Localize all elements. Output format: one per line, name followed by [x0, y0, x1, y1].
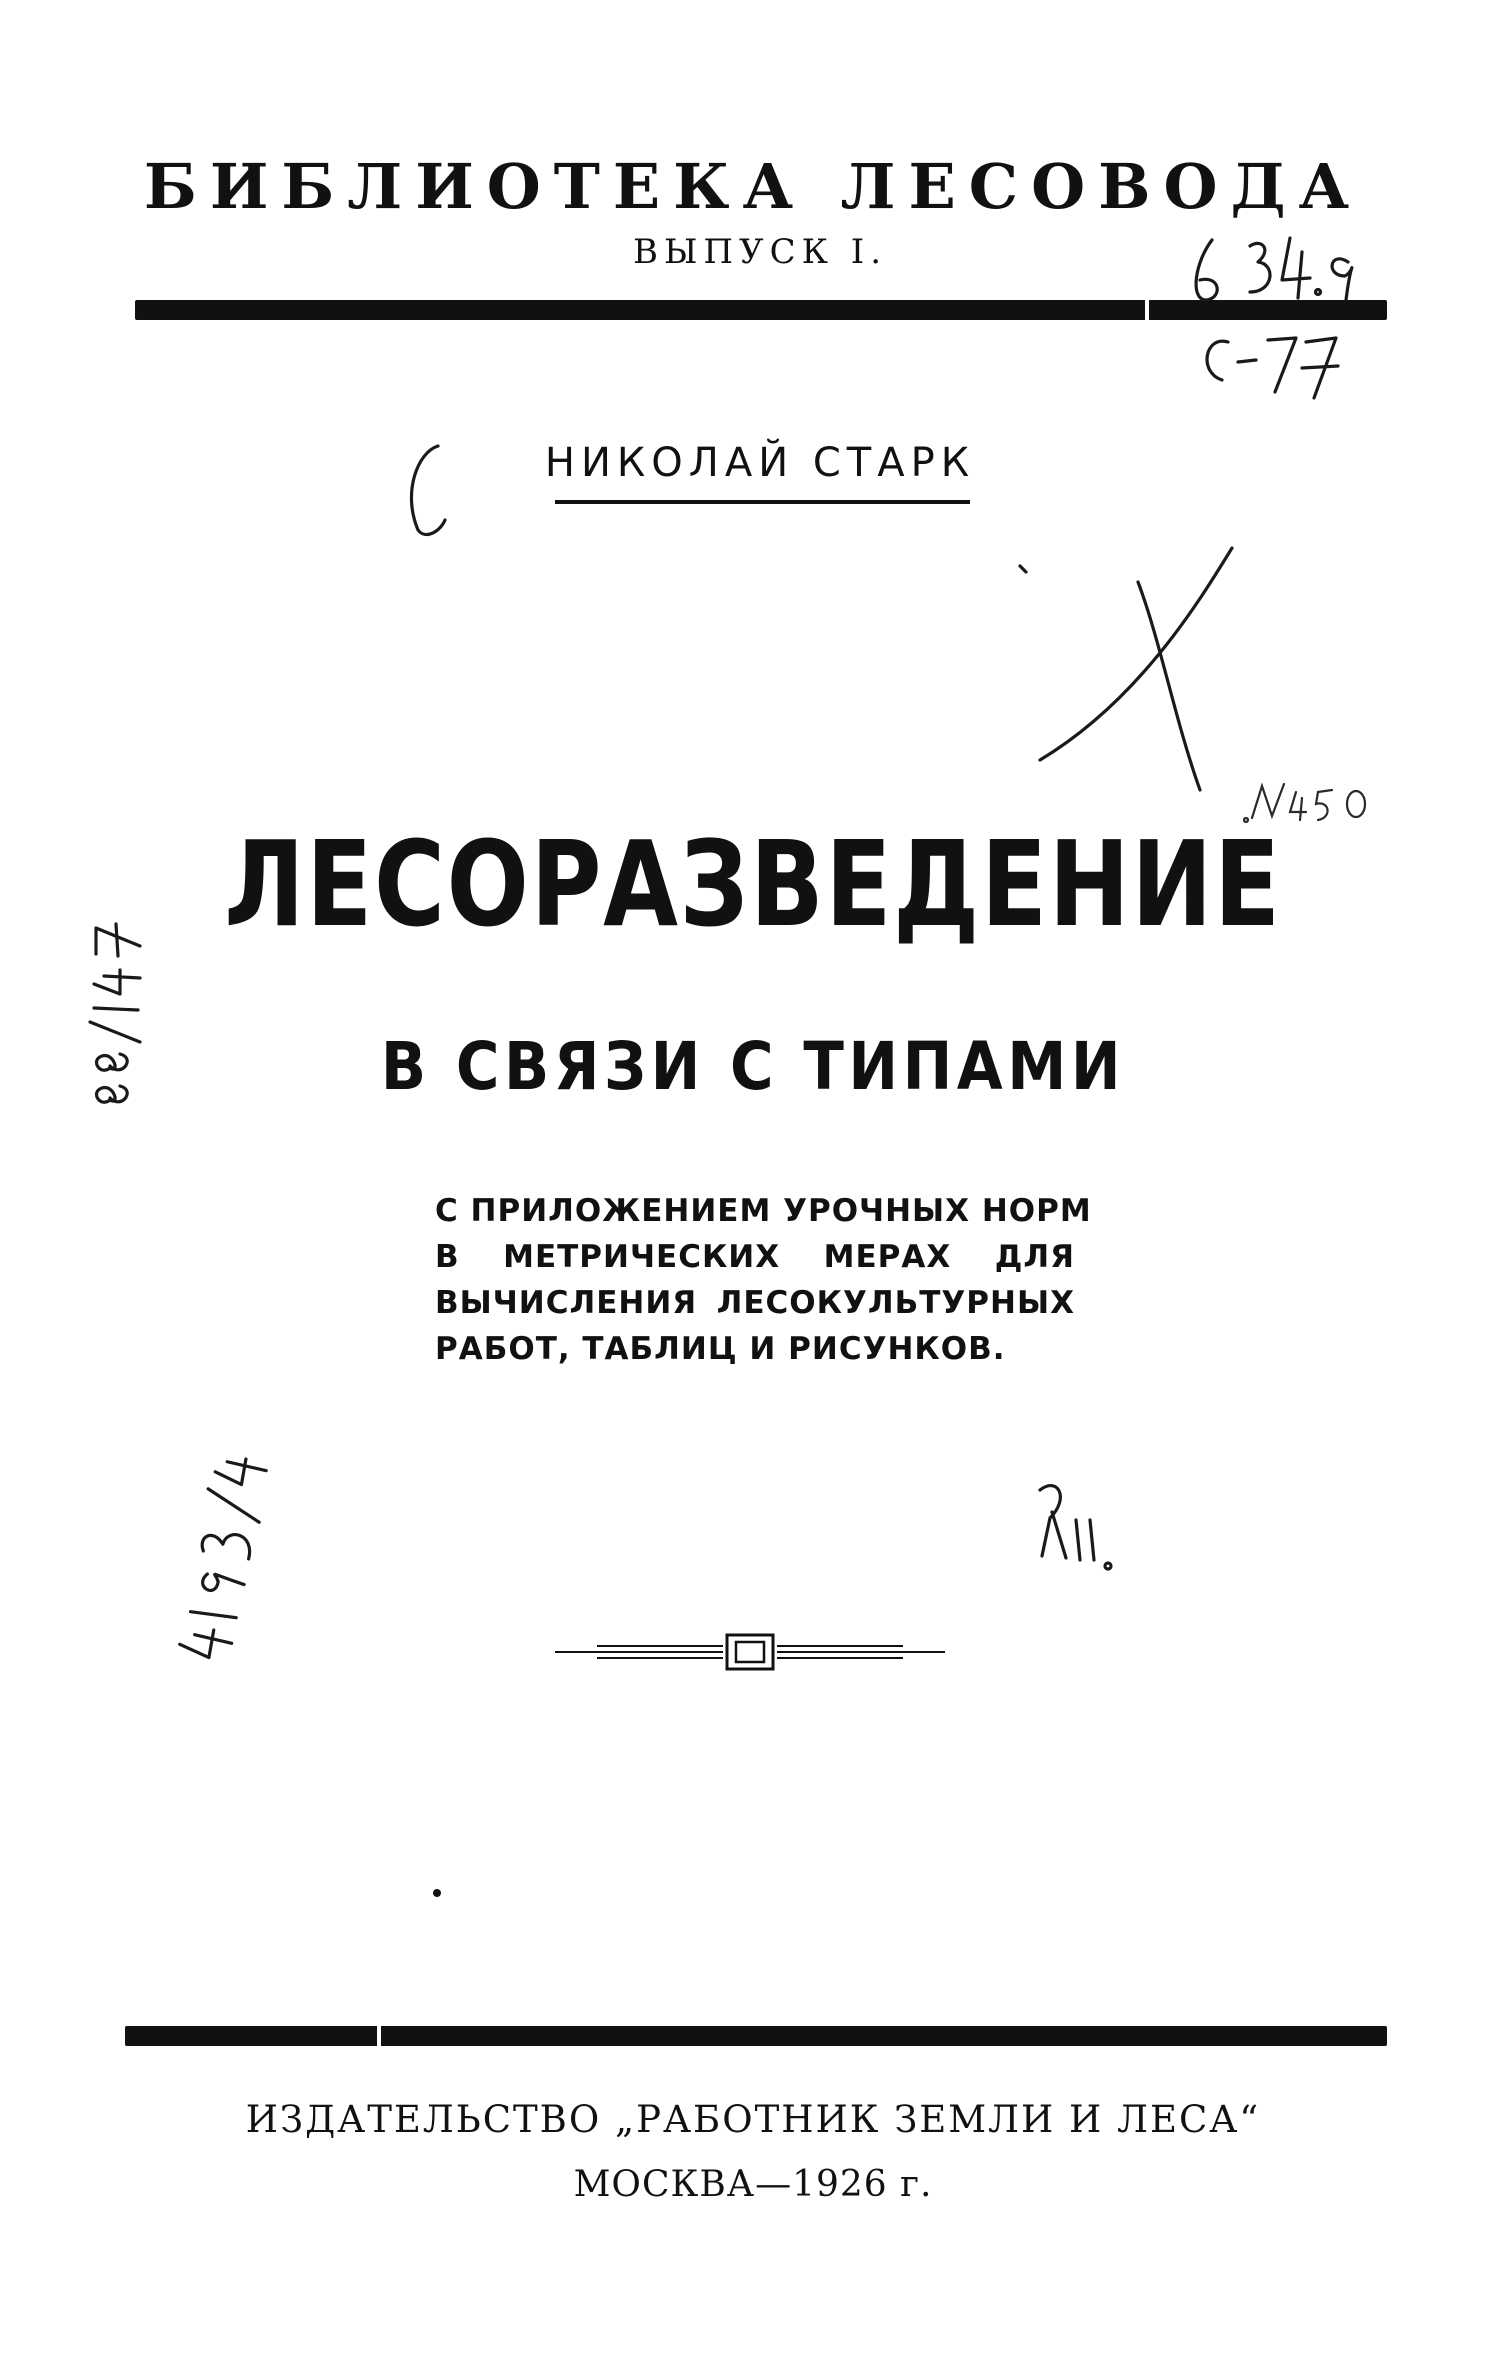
author-name: НИКОЛАЙ СТАРК	[544, 440, 976, 486]
book-subtitle: В СВЯЗИ С ТИПАМИ	[380, 1028, 1126, 1105]
handwritten-note-right	[1040, 1486, 1111, 1569]
description-line: ВЫЧИСЛЕНИЯ ЛЕСОКУЛЬТУРНЫХ	[435, 1285, 1075, 1321]
top-divider-rule	[135, 300, 1387, 320]
handwritten-catalog-mark	[1207, 338, 1338, 398]
handwritten-classification-code	[1196, 238, 1352, 300]
publisher-name: ИЗДАТЕЛЬСТВО „РАБОТНИК ЗЕМЛИ И ЛЕСА“	[245, 2098, 1261, 2141]
handwritten-x-mark	[1020, 548, 1232, 790]
description-line: С ПРИЛОЖЕНИЕМ УРОЧНЫХ НОРМ	[435, 1193, 1092, 1229]
publication-place-year: МОСКВА—1926 г.	[573, 2164, 933, 2205]
series-title: БИБЛИОТЕКА ЛЕСОВОДА	[143, 150, 1363, 223]
ink-dot	[433, 1889, 441, 1897]
description-line: В МЕТРИЧЕСКИХ МЕРАХ ДЛЯ	[435, 1239, 1075, 1275]
description-line: РАБОТ, ТАБЛИЦ И РИСУНКОВ.	[435, 1331, 1006, 1367]
description-block	[435, 1188, 1092, 1372]
issue-number: ВЫПУСК I.	[632, 232, 888, 272]
book-title: ЛЕСОРАЗВЕДЕНИЕ	[224, 815, 1282, 953]
author-underline	[555, 500, 970, 504]
handwritten-inventory-lower	[178, 1453, 269, 1662]
handwritten-author-initial	[411, 446, 445, 535]
bottom-divider-rule	[125, 2026, 1387, 2046]
ornament-divider	[555, 1630, 945, 1674]
